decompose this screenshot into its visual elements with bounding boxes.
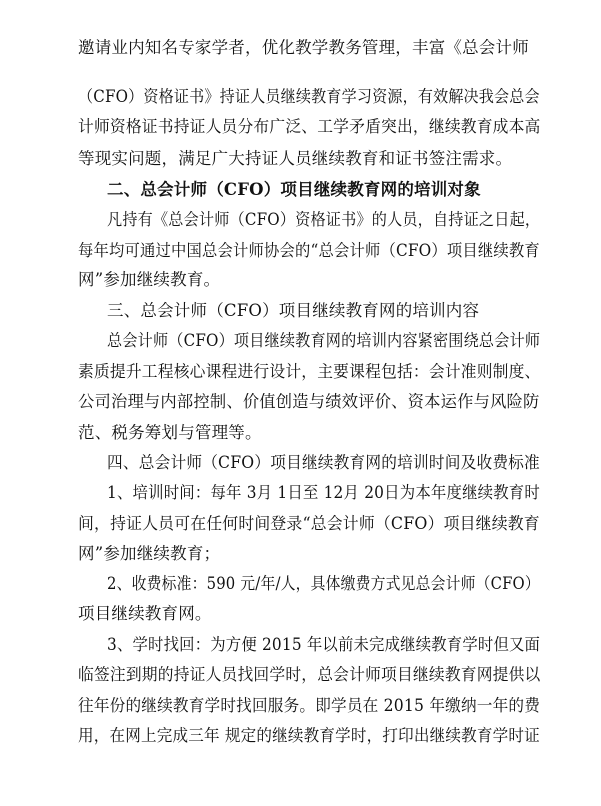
paragraph-line-6: 凡持有《总会计师（CFO）资格证书》的人员，自持证之日起， (107, 210, 541, 229)
paragraph-line-17: 网”参加继续教育； (78, 544, 221, 563)
paragraph-line-2: （CFO）资格证书》持证人员继续教育学习资源，有效解决我会总会 (78, 87, 540, 106)
paragraph-line-12: 公司治理与内部控制、价值创造与绩效评价、资本运作与风险防 (78, 392, 540, 411)
section-heading-training-targets: 二、总会计师（CFO）项目继续教育网的培训对象 (107, 180, 481, 199)
paragraph-line-15: 1、培训时间：每年 3月 1日至 12月 20日为本年度继续教育时 (107, 483, 540, 502)
paragraph-line-23: 用，在网上完成三年 规定的继续教育学时，打印出继续教育学时证 (78, 726, 540, 745)
paragraph-line-8: 网”参加继续教育。 (78, 270, 221, 289)
paragraph-line-7: 每年均可通过中国总会计师协会的“总会计师（CFO）项目继续教育 (78, 241, 540, 260)
paragraph-line-16: 间，持证人员可在任何时间登录“总会计师（CFO）项目继续教育 (78, 514, 540, 533)
paragraph-line-18: 2、收费标准：590 元/年/人，具体缴费方式见总会计师（CFO） (107, 574, 540, 593)
paragraph-line-1: 邀请业内知名专家学者，优化教学教务管理，丰富《总会计师 (78, 38, 529, 57)
paragraph-line-11: 素质提升工程核心课程进行设计，主要课程包括：会计准则制度、 (78, 362, 541, 381)
paragraph-line-22: 往年份的继续教育学时找回服务。即学员在 2015 年缴纳一年的费 (78, 696, 541, 715)
paragraph-line-21: 临签注到期的持证人员找回学时，总会计师项目继续教育网提供以 (78, 665, 541, 684)
paragraph-line-4: 等现实问题，满足广大持证人员继续教育和证书签注需求。 (78, 149, 513, 168)
paragraph-line-3: 计师资格证书持证人员分布广泛、工学矛盾突出，继续教育成本高 (78, 117, 541, 136)
section-heading-training-content: 三、总会计师（CFO）项目继续教育网的培训内容 (107, 301, 480, 320)
paragraph-line-13: 范、税务筹划与管理等。 (78, 423, 262, 442)
paragraph-line-19: 项目继续教育网。 (78, 604, 212, 623)
paragraph-line-10: 总会计师（CFO）项目继续教育网的培训内容紧密围绕总会计师 (107, 331, 541, 350)
section-heading-training-time-fees: 四、总会计师（CFO）项目继续教育网的培训时间及收费标准 (107, 453, 540, 472)
paragraph-line-20: 3、学时找回：为方便 2015 年以前未完成继续教育学时但又面 (107, 635, 541, 654)
